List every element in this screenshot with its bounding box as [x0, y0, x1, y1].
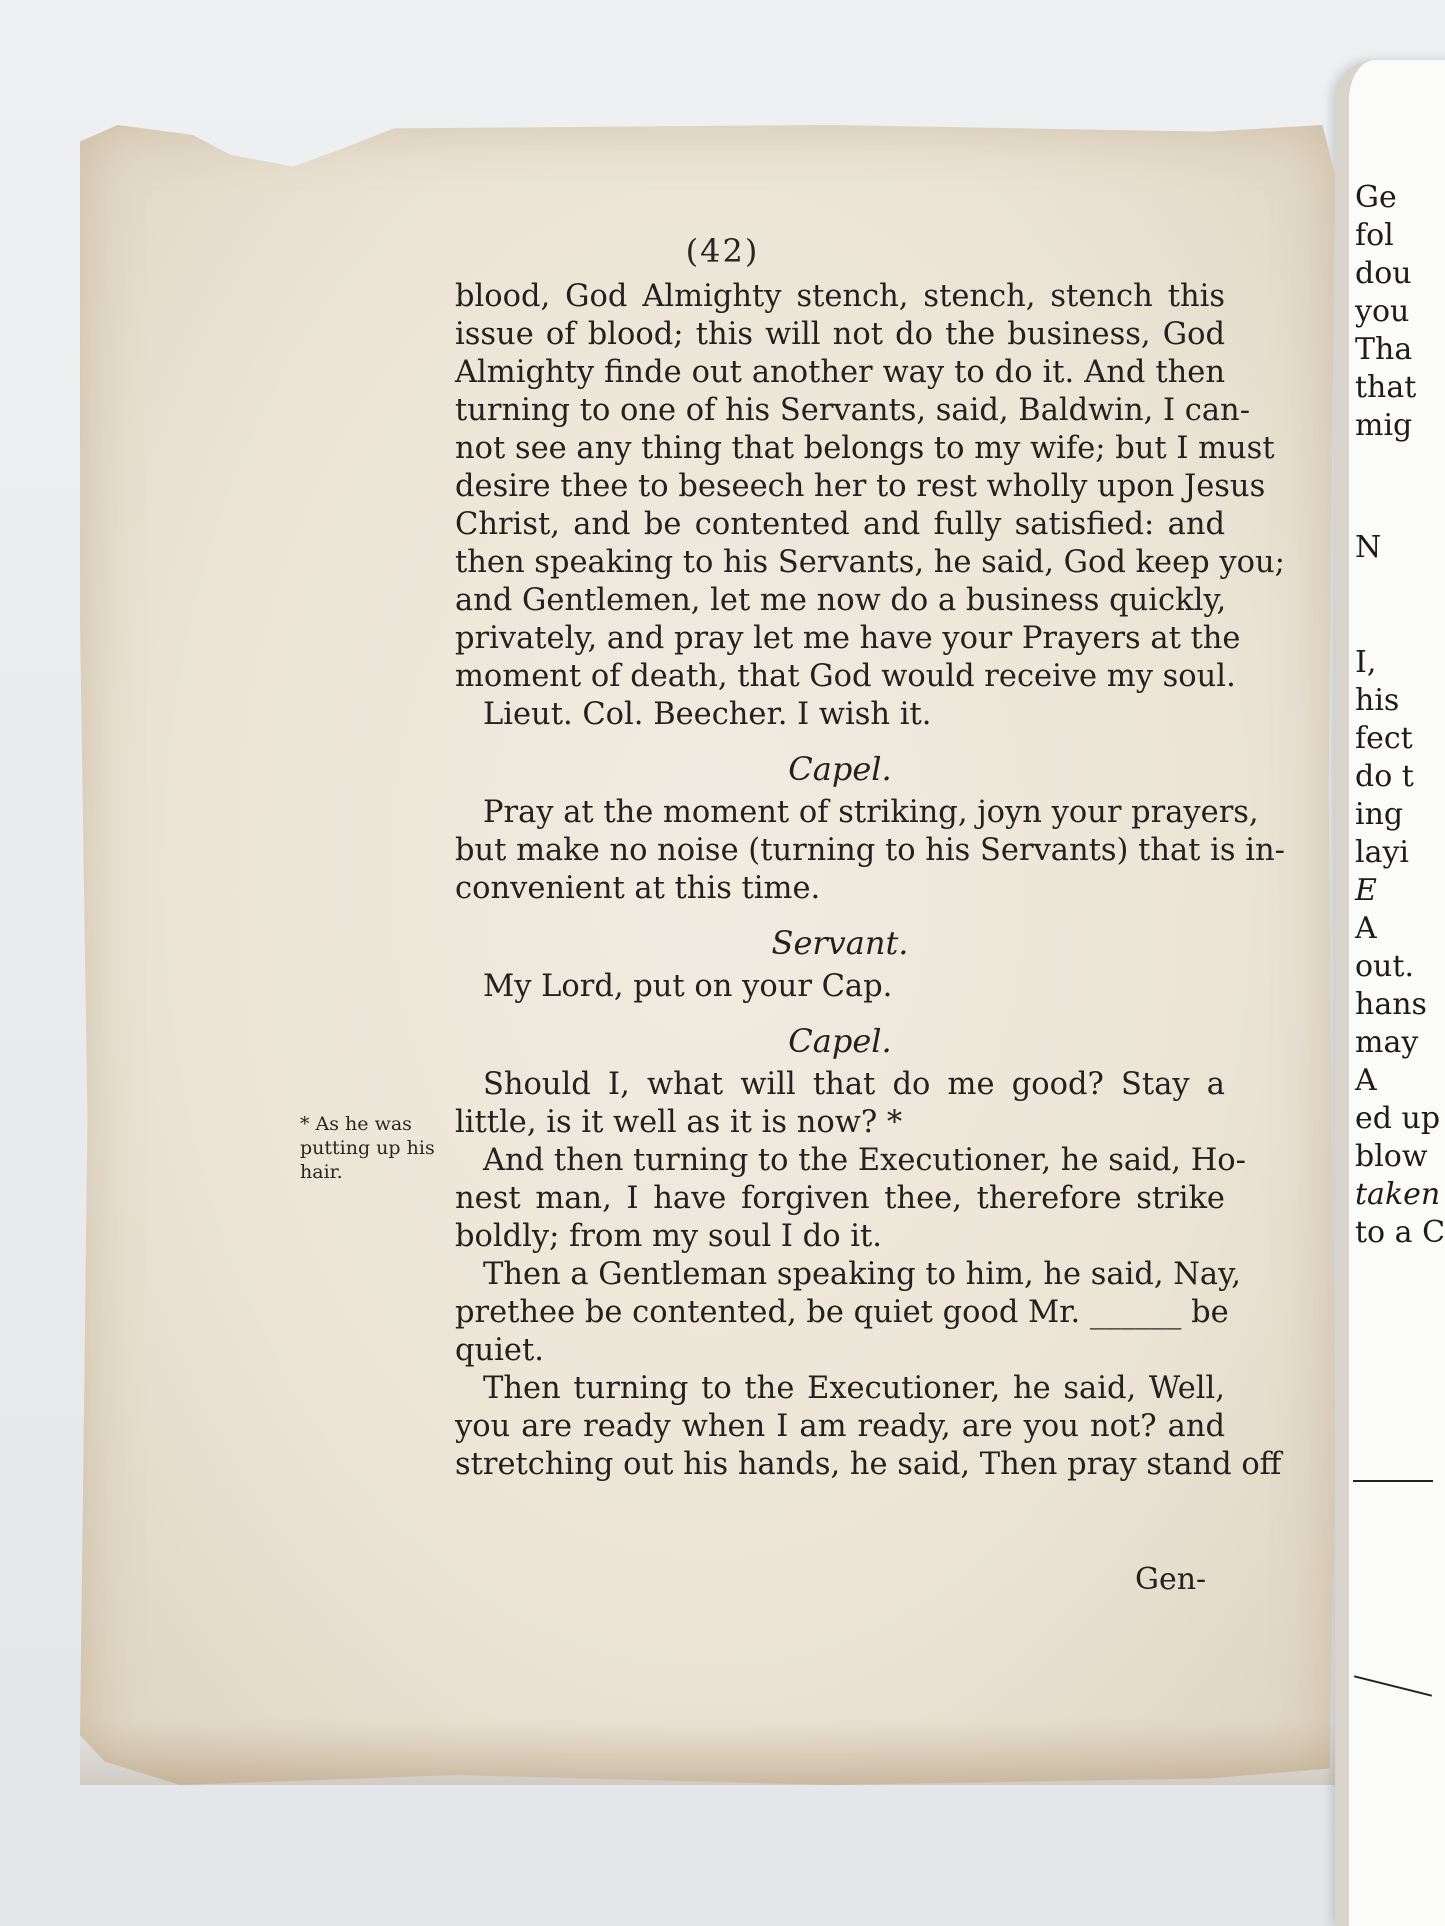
- facing-fragment: layi: [1355, 835, 1410, 870]
- text-line: but make no noise (turning to his Servants) that is in-: [455, 833, 1285, 868]
- text-line: turning to one of his Servants, said, Baldwin, I can-: [455, 393, 1251, 428]
- text-line: Almighty finde out another way to do it. And then: [455, 355, 1225, 390]
- speaker-heading: Capel.: [788, 1022, 892, 1060]
- text-line: blood, God Almighty stench, stench, stench this: [455, 279, 1225, 314]
- facing-fragment: that: [1355, 370, 1417, 405]
- facing-fragment: E: [1355, 873, 1377, 908]
- text-line: Then turning to the Executioner, he said, Well,: [483, 1371, 1225, 1406]
- facing-rule: [1353, 1480, 1433, 1482]
- text-line: not see any thing that belongs to my wife; but I must: [455, 431, 1275, 466]
- facing-fragment: hans: [1355, 987, 1427, 1022]
- text-line: boldly; from my soul I do it.: [455, 1219, 882, 1254]
- facing-fragment: Tha: [1355, 332, 1413, 367]
- text-line: privately, and pray let me have your Prayers at the: [455, 621, 1241, 656]
- facing-fragment: N: [1355, 530, 1382, 565]
- text-line: prethee be contented, be quiet good Mr. ______ be: [455, 1295, 1229, 1330]
- facing-fragment: ing: [1355, 797, 1404, 832]
- facing-fragment: his: [1355, 683, 1400, 718]
- text-line: nest man, I have forgiven thee, therefore strike: [455, 1181, 1225, 1216]
- catchword: Gen-: [1135, 1562, 1207, 1597]
- text-line: desire thee to beseech her to rest wholly upon Jesus: [455, 469, 1266, 504]
- speaker-heading: Servant.: [771, 924, 909, 962]
- text-line: little, is it well as it is now? *: [455, 1105, 903, 1140]
- text-line: Pray at the moment of striking, joyn your prayers,: [483, 795, 1259, 830]
- facing-rule: [1354, 1675, 1432, 1696]
- text-line: you are ready when I am ready, are you not? and: [455, 1409, 1225, 1444]
- page-number: (42): [685, 232, 760, 270]
- facing-fragment: may: [1355, 1025, 1419, 1060]
- text-line: then speaking to his Servants, he said, God keep you;: [455, 545, 1285, 580]
- facing-fragment: Ge: [1355, 180, 1397, 215]
- facing-fragment: to a C: [1355, 1215, 1445, 1250]
- text-line: Lieut. Col. Beecher. I wish it.: [483, 697, 932, 732]
- facing-fragment: ed up: [1355, 1101, 1441, 1136]
- facing-fragment: dou: [1355, 256, 1412, 291]
- facing-fragment: out.: [1355, 949, 1414, 984]
- text-line: My Lord, put on your Cap.: [483, 969, 893, 1004]
- text-line: And then turning to the Executioner, he said, Ho-: [483, 1143, 1246, 1178]
- facing-fragment: do t: [1355, 759, 1414, 794]
- facing-fragment: A: [1355, 911, 1377, 946]
- text-line: Christ, and be contented and fully satisfied: and: [455, 507, 1225, 542]
- text-line: Then a Gentleman speaking to him, he said, Nay,: [483, 1257, 1241, 1292]
- body-text: [455, 278, 1285, 1484]
- text-line: Should I, what will that do me good? Stay a: [483, 1067, 1225, 1102]
- facing-fragment: fol: [1355, 218, 1394, 253]
- facing-fragment: fect: [1355, 721, 1413, 756]
- speaker-heading: Capel.: [788, 750, 892, 788]
- text-line: and Gentlemen, let me now do a business quickly,: [455, 583, 1227, 618]
- facing-fragment: I,: [1355, 645, 1377, 680]
- facing-fragment: taken: [1355, 1177, 1441, 1212]
- text-line: convenient at this time.: [455, 871, 821, 906]
- text-line: stretching out his hands, he said, Then pray stand off: [455, 1447, 1282, 1482]
- text-line: moment of death, that God would receive my soul.: [455, 659, 1236, 694]
- facing-fragment: A: [1355, 1063, 1377, 1098]
- facing-page: [1335, 60, 1445, 1926]
- facing-fragment: you: [1355, 294, 1410, 329]
- margin-note: * As he was putting up his hair.: [300, 1113, 435, 1183]
- facing-fragment: blow: [1355, 1139, 1428, 1174]
- text-line: issue of blood; this will not do the business, God: [455, 317, 1225, 352]
- text-line: quiet.: [455, 1333, 544, 1368]
- facing-fragment: mig: [1355, 408, 1413, 443]
